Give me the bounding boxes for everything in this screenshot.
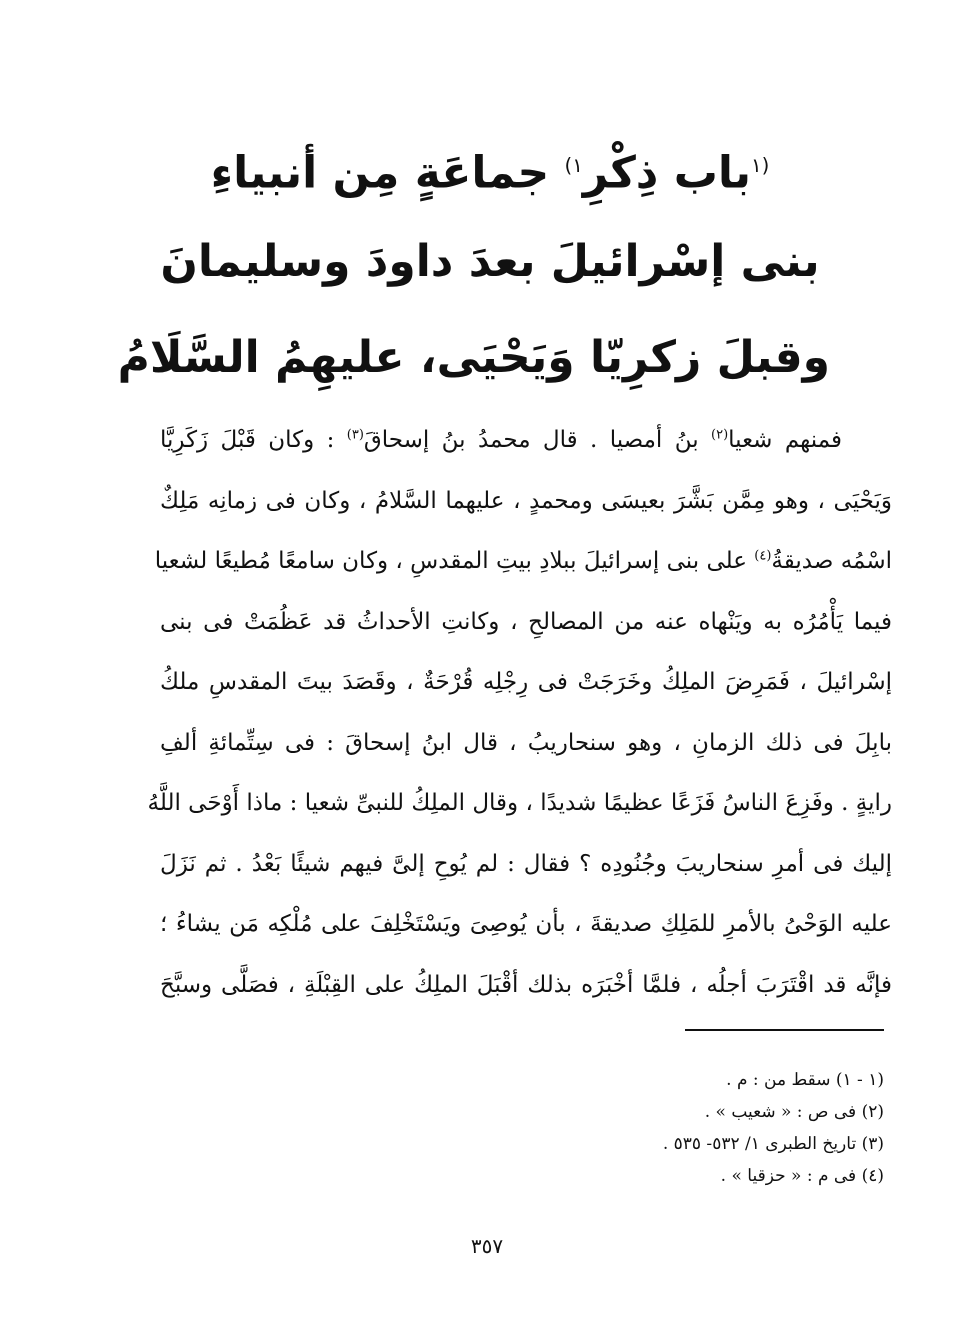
body-line-8: إليك فى أمرِ سنحاريبَ وجُنُودِه ؟ فقال : لم يُوحِ إلىَّ فيهم شيئًا بَعْدُ . ثم نَزَلَ	[160, 850, 892, 877]
title-line-1-end: جماعَةٍ مِن أنبياءِ	[210, 147, 550, 199]
chapter-title	[117, 118, 830, 406]
footnote-ref-4: (٤)	[754, 548, 772, 564]
body-line-3	[154, 531, 892, 592]
title-line-1-start: باب ذِكْرِ	[582, 147, 751, 199]
footnote-divider	[685, 1029, 884, 1031]
footnote-3: (٣) تاريخ الطبرى ١/ ٥٣٢- ٥٣٥ .	[662, 1134, 884, 1154]
body-line-10: فإنَّه قد اقْتَرَبَ أجلُه ، فلمَّا أخْبَرَه بذلك أقْبَلَ الملِكُ على القِبْلَةِ ، فصَلَّى وسبَّحَ	[160, 971, 892, 998]
body-line-6: بابِلَ فى ذلك الزمانِ ، وهو سنحاريبُ ، قال ابنُ إسحاقَ : فى سِتِّمائةِ ألفِ	[160, 729, 892, 756]
body-text	[147, 410, 892, 1015]
footnote-2: (٢) فى ص : « شعيب » .	[704, 1102, 884, 1122]
footnote-4: (٤) فى م : « حزقيا » .	[720, 1166, 884, 1186]
body-line-1	[160, 410, 892, 471]
footnote-marker-1-open: (١	[750, 154, 770, 177]
body-line-1-part-a: فمنهم شعيا	[728, 427, 842, 453]
body-line-3-part-b: على بنى إسرائيلَ ببلادِ بيتِ المقدسِ ، وكان سامعًا مُطيعًا لشعيا	[154, 548, 755, 574]
body-line-9: عليه الوَحْىُ بالأمرِ للمَلِكِ صديقةَ ، بأن يُوصِىَ ويَسْتَخْلِفَ على مُلْكِه مَن يشاءُ ؛	[160, 911, 892, 937]
title-line-2: بنى إسْرائيلَ بعدَ داودَ وسليمانَ	[160, 236, 820, 287]
footnote-ref-2: (٢)	[711, 427, 729, 443]
footnote-ref-3: (٣)	[346, 427, 364, 443]
footnote-1: (١ - ١) سقط من : م .	[726, 1070, 884, 1090]
body-line-4: فيما يَأْمُرُه به ويَنْهاه عنه من المصالحِ ، وكانتِ الأحداثُ قد عَظُمَتْ فى بنى	[160, 608, 892, 635]
body-line-3-part-a: اسْمُه صديقةُ	[771, 548, 892, 574]
footnote-marker-1-close: ١)	[564, 154, 583, 177]
footnotes	[484, 1064, 884, 1192]
body-line-7: رايةٍ . وفَزِعَ الناسُ فَزَعًا عظيمًا شديدًا ، وقال الملِكُ للنبىِّ شعيا : ماذا أَوْحَى اللَّهُ	[147, 790, 892, 816]
body-line-5: إسْرائيلَ ، فَمَرِضَ الملِكُ وخَرَجَتْ فى رِجْلِه قُرْحَةٌ ، وقَصَدَ بيتَ المقدسِ ملكُ	[160, 669, 892, 695]
body-line-1-part-b: بنُ أمصيا . قال محمدُ بنُ إسحاقَ	[363, 427, 711, 453]
page-number: ٣٥٧	[470, 1234, 504, 1258]
title-line-3: وقبلَ زكرِيّا وَيَحْيَى، عليهِمُ السَّلَامُ	[117, 332, 830, 383]
body-line-1-part-c: : وكان قَبْلَ زَكَرِيَّا	[160, 427, 347, 453]
title-line-1	[150, 118, 830, 214]
body-line-2: وَيَحْيَى ، وهو مِمَّن بَشَّرَ بعيسَى ومحمدٍ ، عليهما السَّلامُ ، وكان فى زمانِه مَلِكٌ	[160, 487, 892, 514]
